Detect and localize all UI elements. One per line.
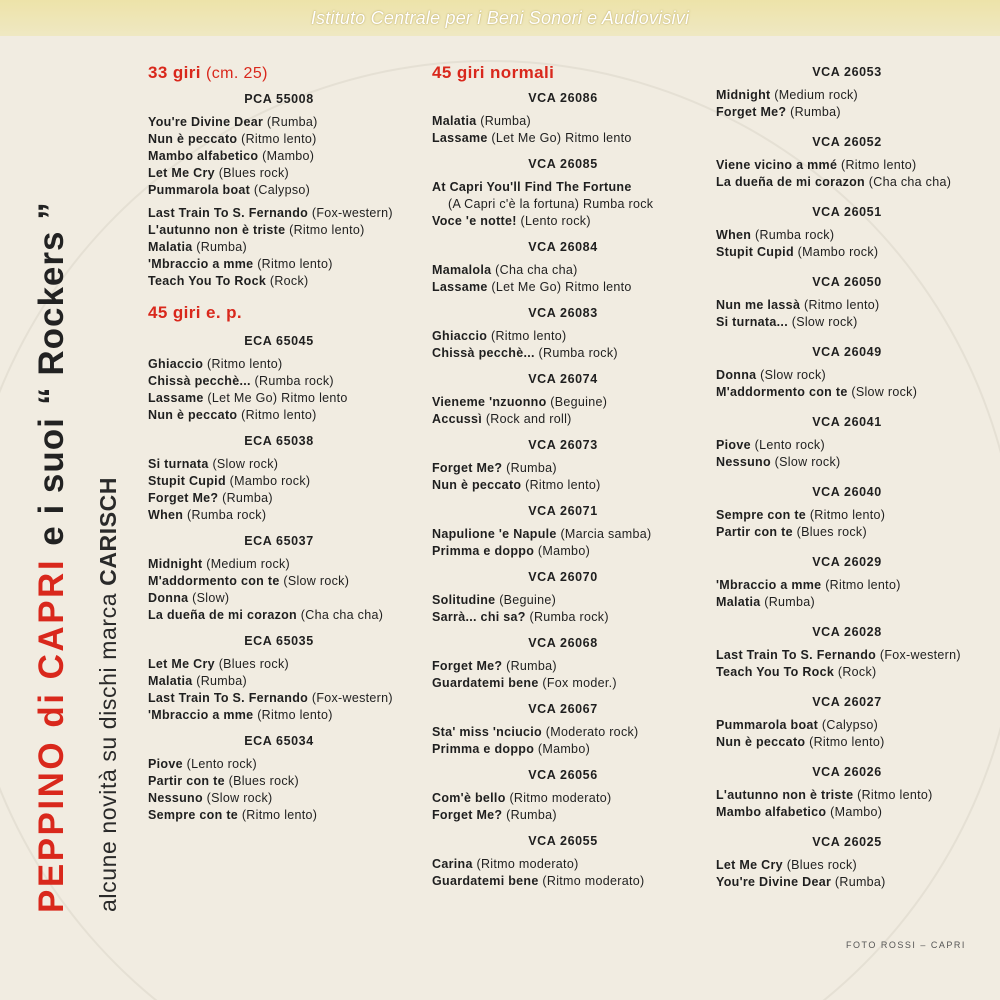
track: Donna (Slow rock) — [716, 368, 826, 382]
record-code: VCA 26073 — [528, 438, 598, 452]
track: Forget Me? (Rumba) — [432, 808, 557, 822]
section-45-normali: 45 giri normali — [432, 63, 555, 82]
record-code: VCA 26040 — [812, 485, 882, 499]
track: Mamalola (Cha cha cha) — [432, 263, 578, 277]
track: Napulione 'e Napule (Marcia samba) — [432, 527, 652, 541]
track: 'Mbraccio a mme (Ritmo lento) — [148, 257, 333, 271]
track: Forget Me? (Rumba) — [432, 461, 557, 475]
record-code: PCA 55008 — [244, 92, 314, 106]
track: Pummarola boat (Calypso) — [148, 183, 311, 197]
photo-credit: FOTO ROSSI – CAPRI — [846, 940, 966, 950]
track: Solitudine (Beguine) — [432, 593, 557, 607]
track: L'autunno non è triste (Ritmo lento) — [716, 788, 933, 802]
track: Midnight (Medium rock) — [148, 557, 291, 571]
track: Nun me lassà (Ritmo lento) — [716, 298, 880, 312]
track: Mambo alfabetico (Mambo) — [148, 149, 315, 163]
track: Pummarola boat (Calypso) — [716, 718, 879, 732]
track: Partir con te (Blues rock) — [716, 525, 867, 539]
record-code: VCA 26049 — [812, 345, 882, 359]
record-code: VCA 26029 — [812, 555, 882, 569]
track: Nessuno (Slow rock) — [716, 455, 841, 469]
track: You're Divine Dear (Rumba) — [148, 115, 318, 129]
track: Donna (Slow) — [148, 591, 230, 605]
track: Lassame (Let Me Go) Ritmo lento — [432, 131, 632, 145]
track: Ghiaccio (Ritmo lento) — [148, 357, 283, 371]
track: Guardatemi bene (Ritmo moderato) — [432, 874, 645, 888]
track: Forget Me? (Rumba) — [148, 491, 273, 505]
track: Teach You To Rock (Rock) — [148, 274, 309, 288]
track: Lassame (Let Me Go) Ritmo lento — [148, 391, 348, 405]
track: Sempre con te (Ritmo lento) — [148, 808, 318, 822]
track: When (Rumba rock) — [148, 508, 267, 522]
track: Lassame (Let Me Go) Ritmo lento — [432, 280, 632, 294]
record-code: ECA 65034 — [244, 734, 314, 748]
section-33-title: 33 giri — [148, 63, 201, 82]
artist-name: PEPPINO di CAPRI — [32, 557, 71, 913]
column-45-normali-b — [716, 58, 978, 891]
track: M'addormento con te (Slow rock) — [148, 574, 350, 588]
section-33-size: (cm. 25) — [206, 65, 268, 82]
track: When (Rumba rock) — [716, 228, 835, 242]
track: Guardatemi bene (Fox moder.) — [432, 676, 617, 690]
track: Ghiaccio (Ritmo lento) — [432, 329, 567, 343]
track: Sta' miss 'nciucio (Moderato rock) — [432, 725, 639, 739]
track: Malatia (Rumba) — [432, 114, 531, 128]
track: Chissà pecchè... (Rumba rock) — [148, 374, 334, 388]
record-code: VCA 26027 — [812, 695, 882, 709]
track: You're Divine Dear (Rumba) — [716, 875, 886, 889]
track: Com'è bello (Ritmo moderato) — [432, 791, 612, 805]
track: L'autunno non è triste (Ritmo lento) — [148, 223, 365, 237]
track: Teach You To Rock (Rock) — [716, 665, 877, 679]
track: Let Me Cry (Blues rock) — [716, 858, 857, 872]
record-code: VCA 26041 — [812, 415, 882, 429]
track: La dueña de mi corazon (Cha cha cha) — [148, 608, 384, 622]
track: Partir con te (Blues rock) — [148, 774, 299, 788]
track: Stupit Cupid (Mambo rock) — [148, 474, 311, 488]
track: Let Me Cry (Blues rock) — [148, 166, 289, 180]
artist-band: “ Rockers ” — [32, 201, 71, 405]
track: Accussì (Rock and roll) — [432, 412, 572, 426]
record-code: VCA 26086 — [528, 91, 598, 105]
record-code: VCA 26074 — [528, 372, 598, 386]
record-code: VCA 26070 — [528, 570, 598, 584]
record-code: VCA 26055 — [528, 834, 598, 848]
record-code: VCA 26025 — [812, 835, 882, 849]
track: Nun è peccato (Ritmo lento) — [432, 478, 601, 492]
track: Chissà pecchè... (Rumba rock) — [432, 346, 618, 360]
record-code: VCA 26083 — [528, 306, 598, 320]
track: Mambo alfabetico (Mambo) — [716, 805, 883, 819]
record-code: VCA 26053 — [812, 65, 882, 79]
track: At Capri You'll Find The Fortune — [432, 180, 632, 194]
record-code: VCA 26067 — [528, 702, 598, 716]
track: Vieneme 'nzuonno (Beguine) — [432, 395, 608, 409]
track: Last Train To S. Fernando (Fox-western) — [148, 691, 393, 705]
track: Nun è peccato (Ritmo lento) — [148, 408, 317, 422]
record-code: VCA 26052 — [812, 135, 882, 149]
track: Si turnata (Slow rock) — [148, 457, 279, 471]
record-code: VCA 26084 — [528, 240, 598, 254]
artist-title — [32, 201, 72, 913]
track: Nessuno (Slow rock) — [148, 791, 273, 805]
record-code: ECA 65045 — [244, 334, 314, 348]
record-code: VCA 26068 — [528, 636, 598, 650]
track: Piove (Lento rock) — [716, 438, 825, 452]
track: Nun è peccato (Ritmo lento) — [148, 132, 317, 146]
track: Si turnata... (Slow rock) — [716, 315, 858, 329]
record-code: VCA 26085 — [528, 157, 598, 171]
track: Primma e doppo (Mambo) — [432, 742, 591, 756]
subtitle-prefix: alcune novità su dischi marca — [95, 592, 121, 912]
track: Sarrà... chi sa? (Rumba rock) — [432, 610, 609, 624]
track: Nun è peccato (Ritmo lento) — [716, 735, 885, 749]
track: Malatia (Rumba) — [148, 674, 247, 688]
track-subtitle: (A Capri c'è la fortuna) Rumba rock — [448, 197, 654, 211]
artist-join: e i suoi — [32, 417, 71, 546]
record-code: ECA 65038 — [244, 434, 314, 448]
track: Piove (Lento rock) — [148, 757, 257, 771]
column-lp-ep — [148, 62, 410, 824]
track: Voce 'e notte! (Lento rock) — [432, 214, 591, 228]
track: Last Train To S. Fernando (Fox-western) — [716, 648, 961, 662]
track: Let Me Cry (Blues rock) — [148, 657, 289, 671]
archive-banner-text: Istituto Centrale per i Beni Sonori e Audiovisivi — [310, 8, 690, 28]
track: Primma e doppo (Mambo) — [432, 544, 591, 558]
track: 'Mbraccio a mme (Ritmo lento) — [148, 708, 333, 722]
record-code: VCA 26056 — [528, 768, 598, 782]
record-code: ECA 65035 — [244, 634, 314, 648]
record-code: VCA 26050 — [812, 275, 882, 289]
record-code: ECA 65037 — [244, 534, 314, 548]
track: Forget Me? (Rumba) — [432, 659, 557, 673]
column-45-normali-a — [432, 62, 694, 890]
record-code: VCA 26028 — [812, 625, 882, 639]
track: La dueña de mi corazon (Cha cha cha) — [716, 175, 952, 189]
section-45-ep: 45 giri e. p. — [148, 303, 243, 322]
track: Viene vicino a mmé (Ritmo lento) — [716, 158, 917, 172]
track: Midnight (Medium rock) — [716, 88, 859, 102]
track: Malatia (Rumba) — [716, 595, 815, 609]
track: Forget Me? (Rumba) — [716, 105, 841, 119]
record-code: VCA 26071 — [528, 504, 598, 518]
track: Carina (Ritmo moderato) — [432, 857, 579, 871]
track: Malatia (Rumba) — [148, 240, 247, 254]
record-label-name: CARISCH — [95, 476, 121, 586]
record-code: VCA 26051 — [812, 205, 882, 219]
track: Last Train To S. Fernando (Fox-western) — [148, 206, 393, 220]
track: Stupit Cupid (Mambo rock) — [716, 245, 879, 259]
subtitle — [95, 477, 122, 912]
archive-banner — [0, 0, 1000, 36]
track: M'addormento con te (Slow rock) — [716, 385, 918, 399]
track: Sempre con te (Ritmo lento) — [716, 508, 886, 522]
section-33-giri — [148, 62, 410, 85]
track: 'Mbraccio a mme (Ritmo lento) — [716, 578, 901, 592]
record-code: VCA 26026 — [812, 765, 882, 779]
